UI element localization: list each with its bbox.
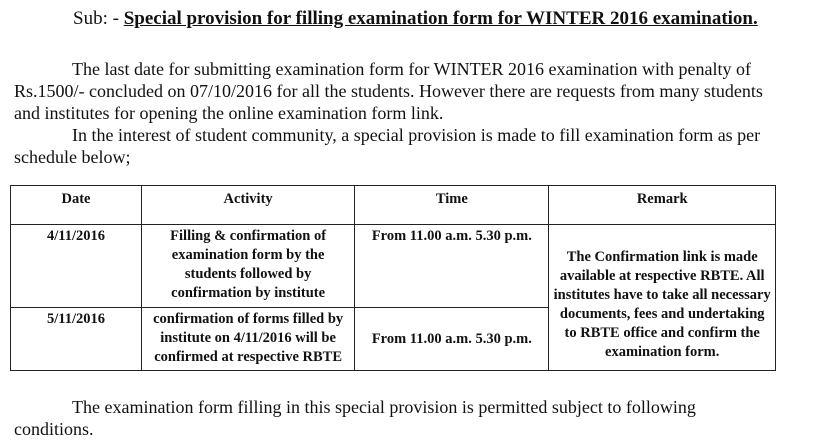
row-time: From 11.00 a.m. 5.30 p.m. bbox=[355, 308, 549, 371]
row-date: 4/11/2016 bbox=[11, 225, 142, 308]
header-date: Date bbox=[11, 186, 142, 225]
header-time: Time bbox=[355, 186, 549, 225]
table-row bbox=[11, 225, 776, 308]
header-activity: Activity bbox=[141, 186, 354, 225]
header-remark: Remark bbox=[549, 186, 776, 225]
conditions-paragraph: The examination form filling in this special provision is permitted subject to following conditions. bbox=[14, 397, 696, 439]
intro-paragraph: The last date for submitting examination form for WINTER 2016 examination with penalty of Rs.1500/- concluded on 07/10/2016 for all the students. However there are requests from many students and institutes for opening the online examination form link. bbox=[14, 59, 763, 123]
subject-prefix: Sub: - bbox=[73, 8, 124, 29]
row-date: 5/11/2016 bbox=[11, 308, 142, 371]
schedule-intro-paragraph: In the interest of student community, a special provision is made to fill examination form as per schedule below; bbox=[14, 125, 761, 167]
subject-title: Special provision for filling examination form for WINTER 2016 examination. bbox=[123, 8, 758, 29]
subject-line bbox=[73, 8, 758, 30]
row-activity: Filling & confirmation of examination form by the students followed by confirmation by institute bbox=[141, 225, 354, 308]
row-activity: confirmation of forms filled by institute on 4/11/2016 will be confirmed at respective RBTE bbox=[141, 308, 354, 371]
table-header-row bbox=[11, 186, 776, 225]
row-remark: The Confirmation link is made available at respective RBTE. All institutes have to take all necessary documents, fees and undertaking to RBTE office and confirm the examination form. bbox=[549, 225, 776, 371]
schedule-table bbox=[10, 185, 776, 371]
row-time: From 11.00 a.m. 5.30 p.m. bbox=[355, 225, 549, 308]
